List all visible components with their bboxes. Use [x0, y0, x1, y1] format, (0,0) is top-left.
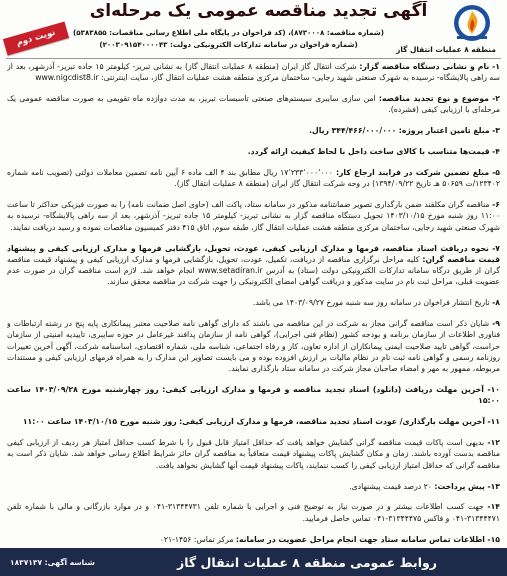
item-text: ۲۰ درصد قیمت پیشنهادی. [349, 481, 432, 491]
item-number: ۹- [492, 319, 500, 329]
item-heading: پیش پرداخت: [434, 481, 485, 491]
item-text: کلیه مراحل برگزاری مناقصه از دریافت، تکمیل، عودت، تحویل، بازگشایی فرمها و مدارک ارزیابی کیفی و پیشنهاد قیمت مناقصه گران از طریق درگاه سامانه تدارکات الکترونیکی دولت (ستاد) به آدرس www.setadiran.ir انجام خواهد شد. لازم است مناقصه گران در صورت عدم عضویت قبلی، مراحل ثبت نام در سایت مذکور و دریافت گواهی امضای الکترونیکی را جهت شرکت در مناقصه محقق سازند. [7, 254, 500, 287]
item-number: ۶- [492, 200, 500, 210]
item-text: ۱۷٬۲۳۳٬۰۰۰٬۰۰۰ ریال مطابق بند ۴ الف ماده ۶ آیین نامه تضمین معاملات دولتی (تصویب نامه شماره ۱۲۳۴۰۲/ت ۵۰۶۵۹ هـ تاریخ ۱۳۹۴/۰۹/۲۲) در وجه شرکت انتقال گاز ایران (منطقه ۸ عملیات انتقال گاز). [7, 167, 500, 189]
item-heading: آخرین مهلت دریافت (دانلود) اسناد تجدید مناقصه و فرمها و مدارک ارزیابی کیفی: [162, 385, 484, 395]
item-7 [7, 243, 500, 288]
item-text: روز چهارشنبه مورخ ۱۴۰۳/۰۹/۲۸ ساعت ۱۵:۰۰ [7, 385, 500, 406]
item-8 [7, 297, 500, 308]
item-15 [7, 534, 500, 545]
header-divider [6, 58, 501, 59]
setad-call-number-line: (شماره فراخوان در سامانه تدارکات الکترونیکی دولت: ۲۰۰۳۰۹۱۵۴۰۰۰۰۴۳) [99, 40, 358, 49]
organization-name: منطقه ۸ عملیات انتقال گاز [396, 45, 496, 54]
footer-bar [0, 548, 507, 576]
item-heading: نام و نشانی دستگاه مناقصه گزار: [359, 62, 490, 71]
item-2 [7, 93, 500, 116]
item-text: قیمت‌ها متناسب با کالای ساخت داخل با لحاظ کیفیت ارائه گردد. [247, 147, 490, 157]
tender-terms [7, 61, 500, 545]
item-number: ۱۳- [487, 481, 500, 491]
item-number: ۷- [492, 243, 500, 253]
item-text: بدیهی است پاکات قیمت مناقصه گرانی گشایش خواهد یافت که حداقل امتیاز قابل قبول را با شرط کسب حداقل امتیاز هر ردیف از ارزیابی کیفی مناقصه بدست آورده باشند. زمان و مکان گشایش پاکات پیشنهاد قیمت متعاقباً به مناقصه گران حائز شرایط اطلاع رسانی خواهد شد. شایان ذکر است به مناقصه گرانی که حداقل امتیاز ارزیابی کیفی را کسب ننمایند، پاکات پیشنهاد قیمت آنها گشایش نخواهد یافت. [7, 438, 500, 470]
item-heading: موضوع و نوع تجدید مناقصه: [378, 94, 489, 104]
item-3 [7, 125, 500, 136]
item-6 [7, 199, 500, 233]
item-number: ۵- [492, 167, 500, 177]
tender-number-line: (شماره مناقصه: ۸۷۳۰۰۰۸)، (کد فراخوان در پایگاه ملی اطلاع رسانی مناقصات: ۵۳۸۳۸۵۵) [73, 28, 384, 37]
item-9 [7, 318, 500, 374]
tender-reference-numbers [66, 27, 391, 51]
item-1 [7, 61, 500, 84]
item-heading: مبلغ تامین اعتبار پروژه: [398, 126, 490, 136]
item-text: روز شنبه مورخ ۱۴۰۳/۱۰/۱۵ ساعت ۱۱:۰۰ [22, 417, 177, 427]
item-5 [7, 167, 500, 190]
item-number: ۲- [492, 94, 500, 104]
item-14 [7, 501, 500, 524]
item-10 [7, 384, 500, 407]
item-text: شرکت انتقال گاز ایران (منطقه ۸ عملیات انتقال گاز) به نشانی تبریز- کیلومتر ۱۵ جاده تبریز- آذرشهر، بعد از سه راهی پالایشگاه- نرسیده به شهرک صنعتی شهید رجایی- ساختمان مرکزی منطقه هشت عملیات انتقال گاز، سایت اینترنتی: www.nigcdist8.ir [7, 62, 500, 83]
item-number: ۳- [492, 126, 500, 136]
item-heading: نحوه دریافت اسناد مناقصه، فرمها و مدارک ارزیابی کیفی، عودت، تحویل، بازگشایی فرمها و مدارک ارزیابی کیفی و پیشنهاد قیمت مناقصه گران: [7, 243, 500, 264]
item-13 [7, 481, 500, 492]
item-heading: اطلاعات تماس سامانه ستاد جهت انجام مراحل عضویت در سامانه: [235, 534, 485, 544]
item-text: مرکز تماس: ۱۴۵۶-۰۲۱ [159, 534, 234, 544]
item-number: ۱۴- [487, 502, 500, 512]
item-number: ۱۰- [487, 385, 500, 395]
ad-identifier: شناسه آگهی: ۱۸۳۷۱۳۷ [10, 557, 95, 567]
item-text: مناقصه گران مکلفند ضمن بارگذاری تصویر ضمانتنامه مذکور در سامانه ستاد، پاکت الف (حاوی اصل ضمانت نامه) را به صورت فیزیکی حداکثر تا ساعت ۱۱:۰۰ روز شنبه مورخ ۱۴۰۳/۱۰/۱۵ تحویل دستگاه مناقصه گزار به نشانی تبریز- کیلومتر ۱۵ جاده تبریز- آذرشهر، بعد از سه راهی پالایشگاه- نرسیده به شهرک صنعتی شهید رجایی، ساختمان مرکزی منطقه هشت عملیات انتقال گاز، طبقه سوم، اتاق ۴۱۵ دفتر کمیسیون مناقصات نموده و رسید دریافت نمایند. [7, 200, 500, 232]
page-title: آگهی تجدید مناقصه عمومی یک مرحله‌ای [89, 1, 428, 21]
item-11 [7, 416, 500, 427]
item-heading: آخرین مهلت بارگذاری/ عودت اسناد تجدید مناقصه، فرمها و مدارک ارزیابی کیفی: [179, 417, 485, 427]
item-number: ۸- [492, 298, 500, 308]
item-text: امن سازی سایبری سیستم‌های صنعتی تاسیسات تبریز، به مدت دوازده ماه تقویمی به صورت مناقصه عمومی یک مرحله‌ای با ارزیابی کیفی (فشرده). [7, 94, 500, 115]
nigc-logo-icon [451, 3, 493, 43]
item-text: جهت کسب اطلاعات بیشتر و در صورت نیاز به توضیح فنی و اجرایی با شماره تلفن ۳۱۳۴۴۷۳۱-۰۴۱ و در موارد بازرگانی و مالی با شماره تلفن ۳۱۳۴۴۴۷۱-۰۴۱ و فاکس ۳۱۳۴۴۴۷۵-۰۴۱ تماس حاصل فرمایید. [7, 502, 500, 523]
item-text: ۳۴۴/۴۶۶/۰۰۰/۰۰۰ ریال. [309, 126, 397, 136]
item-text: تاریخ انتشار فراخوان در سامانه روز سه شنبه مورخ ۱۴۰۳/۰۹/۲۷ می باشد. [252, 298, 490, 308]
item-number: ۱۲- [487, 438, 500, 448]
item-number: ۱- [492, 62, 500, 71]
publisher-name: روابط عمومی منطقه ۸ عملیات انتقال گاز [177, 554, 437, 570]
item-heading: مبلغ تضمین شرکت در فرایند ارجاع کار: [335, 167, 490, 177]
item-text: شایان ذکر است مناقصه گرانی مجاز به شرکت در این مناقصه می باشند که دارای گواهی نامه صلاحیت معتبر پیمانکاری پایه پنج در رشته ارتباطات و فناوری اطلاعات از سازمان برنامه و بودجه کشور (نظام فنی اجرایی)، گواهی نامه از سازمان پدافند غیرعامل در حوزه سایبری، تاییدیه امنیتی از سازمان حراست، گواهی تایید صلاحیت ایمنی پیمانکاران از اداره تعاون، کار و رفاه اجتماعی، شناسه ملی، شماره اقتصادی، اساسنامه شرکت، آگهی آخرین تغییرات روزنامه رسمی و گواهی نامه ثبت نام در نظام مالیات بر ارزش افزوده بوده و می بایست تصاویر این مدارک را به همراه فرمهای ارزیابی کیفی و مستندات مربوطه، ممهور به مهر و امضاء صاحبان مجاز شرکت در سامانه ستاد بارگذاری نمایند. [7, 319, 500, 374]
second-publication-badge: نوبت دوم [3, 22, 69, 56]
item-number: ۱۵- [487, 534, 500, 544]
item-4 [7, 146, 500, 157]
item-12 [7, 437, 500, 471]
item-number: ۱۱- [487, 417, 500, 427]
item-number: ۴- [492, 147, 500, 157]
